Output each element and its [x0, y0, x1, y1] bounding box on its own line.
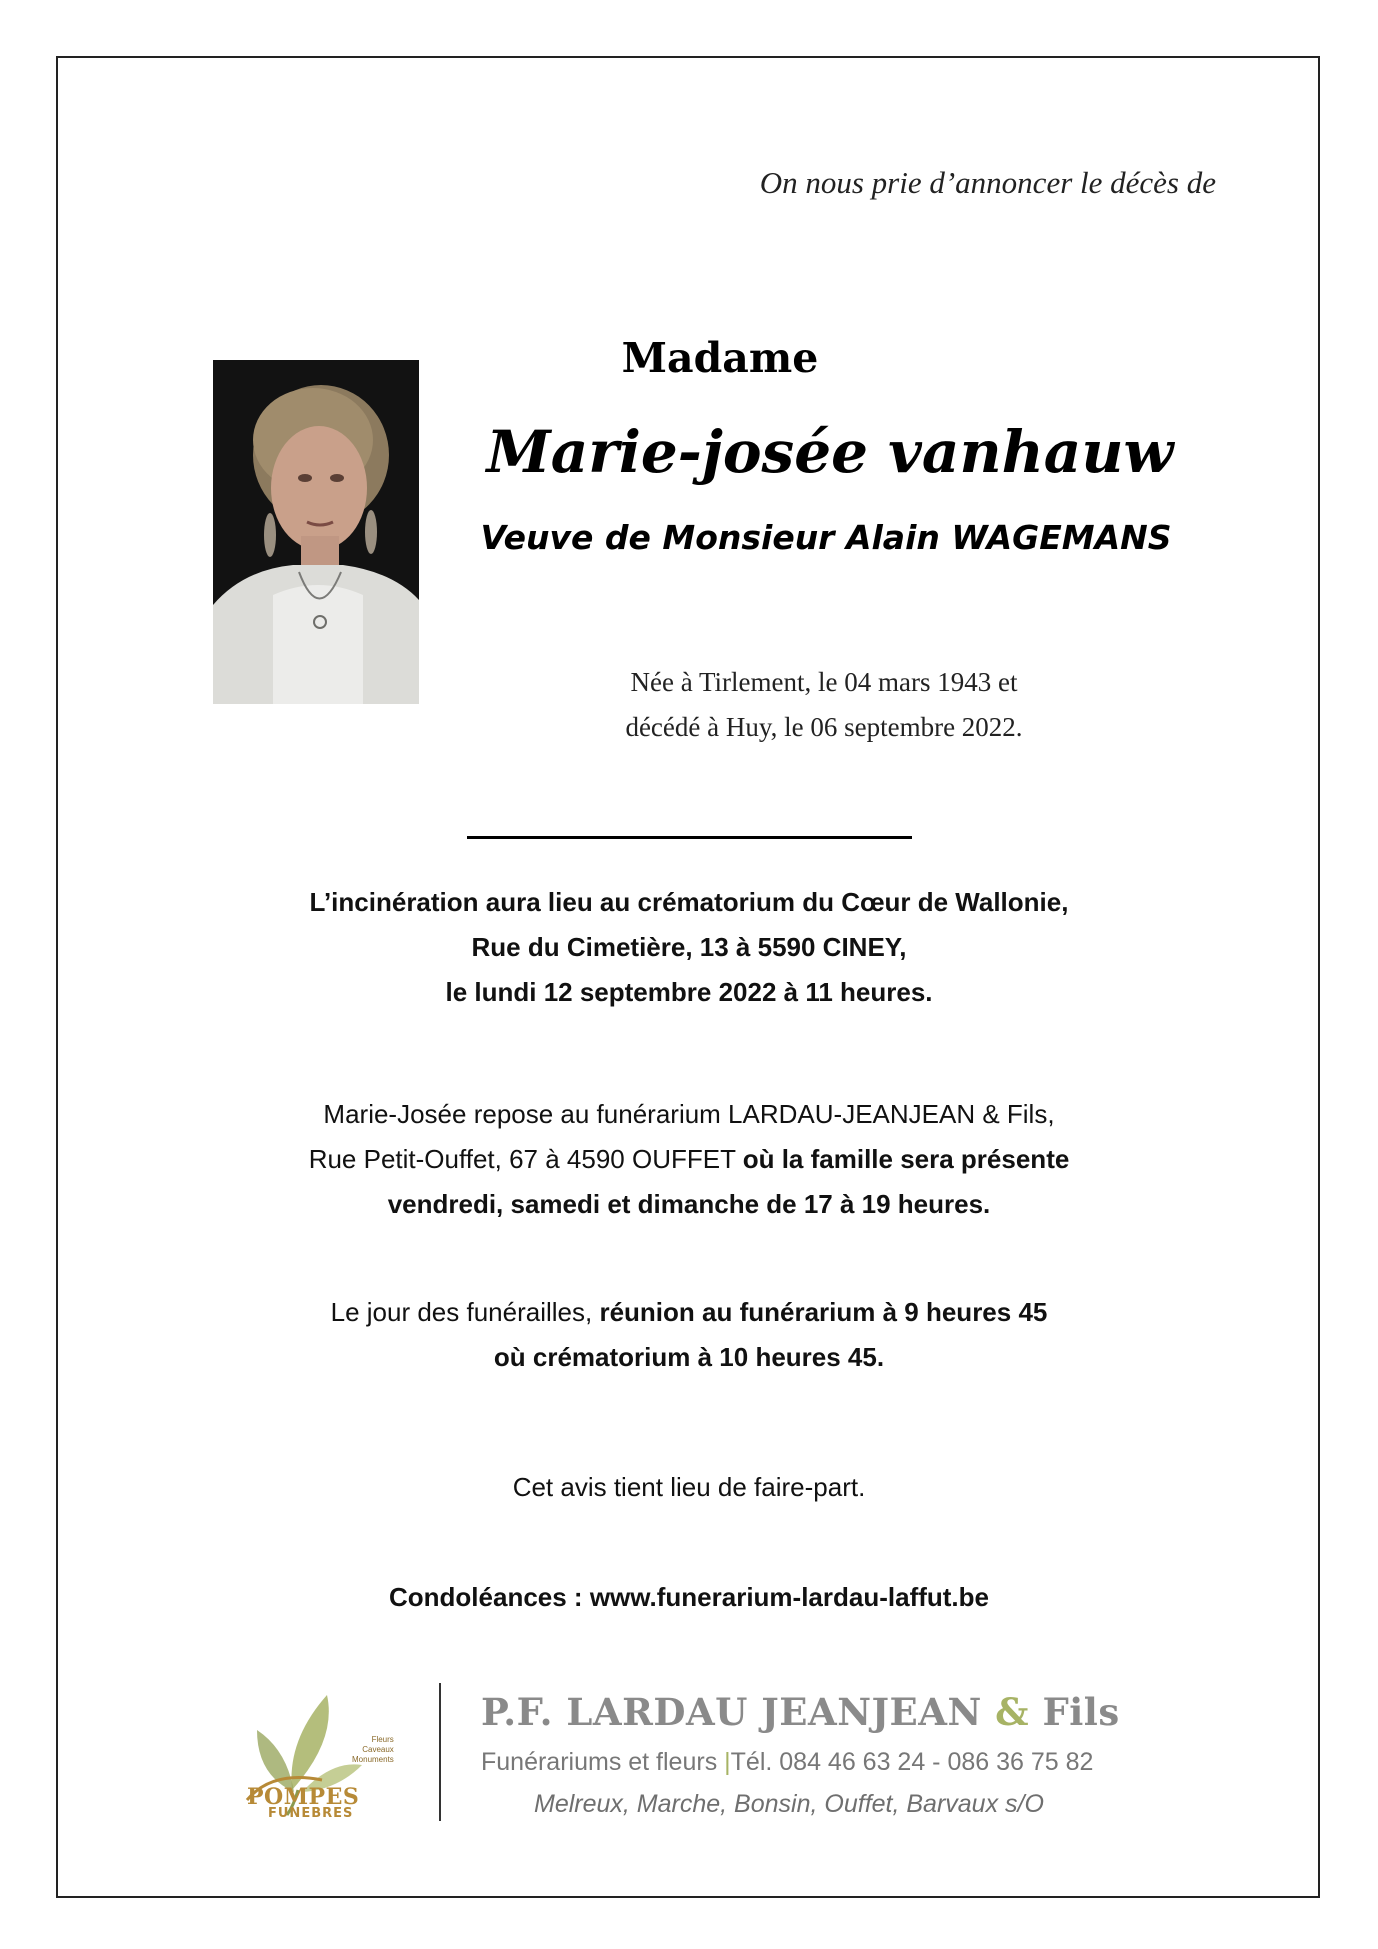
company-logo	[232, 1680, 432, 1820]
logo-tag-vaults: Caveaux	[362, 1745, 394, 1754]
separator-rule	[467, 836, 912, 839]
funerarium-line-3: vendredi, samedi et dimanche de 17 à 19 heures.	[387, 1189, 991, 1219]
intro-text: On nous prie d’annoncer le décès de	[759, 165, 1216, 200]
funeral-day-line-2: où crématorium à 10 heures 45.	[493, 1342, 885, 1372]
funeral-day-intro: Le jour des funérailles,	[330, 1297, 600, 1327]
funeral-day-block	[0, 1290, 1378, 1380]
company-name	[481, 1690, 1120, 1734]
logo-tag-monuments: Monuments	[352, 1755, 394, 1764]
logo-tags	[352, 1735, 394, 1765]
birth-death-dates	[625, 660, 1022, 750]
condolences-text: Condoléances : www.funerarium-lardau-laffut.be	[389, 1582, 989, 1612]
company-phones: Tél. 084 46 63 24 - 086 36 75 82	[730, 1748, 1094, 1776]
funeral-day-line-1	[0, 1290, 1378, 1335]
funeral-company-footer	[232, 1680, 1152, 1840]
birth-line: Née à Tirlement, le 04 mars 1943 et	[630, 667, 1018, 697]
company-separator: |	[724, 1748, 731, 1776]
logo-word-funebres: FUNEBRES	[268, 1806, 354, 1821]
notice-text: Cet avis tient lieu de faire-part.	[512, 1472, 866, 1502]
company-name-amp: &	[995, 1690, 1030, 1734]
funerarium-line-2	[0, 1137, 1378, 1182]
cremation-line-2: Rue du Cimetière, 13 à 5590 CINEY,	[471, 932, 907, 962]
death-line: décédé à Huy, le 06 septembre 2022.	[625, 712, 1023, 742]
family-presence: où la famille sera présente	[742, 1144, 1070, 1174]
portrait-image	[213, 360, 419, 704]
spouse-line: Veuve de Monsieur Alain WAGEMANS	[480, 518, 1172, 557]
company-subtitle	[481, 1748, 1093, 1777]
company-name-main: P.F. LARDAU JEANJEAN	[481, 1690, 996, 1734]
cremation-block	[0, 880, 1378, 1015]
logo-word-pompes: POMPES	[247, 1784, 360, 1810]
funerarium-address: Rue Petit-Ouffet, 67 à 4590 OUFFET	[308, 1144, 743, 1174]
company-tagline: Funérariums et fleurs	[481, 1748, 725, 1776]
portrait-photo	[213, 360, 419, 704]
footer-divider	[439, 1683, 441, 1821]
company-cities: Melreux, Marche, Bonsin, Ouffet, Barvaux s/O	[534, 1790, 1044, 1818]
funerarium-line-1: Marie-Josée repose au funérarium LARDAU-JEANJEAN & Fils,	[323, 1099, 1055, 1129]
company-name-fils: Fils	[1029, 1690, 1120, 1734]
funeral-day-meeting: réunion au funérarium à 9 heures 45	[599, 1297, 1048, 1327]
logo-tag-flowers: Fleurs	[371, 1735, 394, 1744]
cremation-line-1: L’incinération aura lieu au crématorium du Cœur de Wallonie,	[309, 887, 1069, 917]
title-madame: Madame	[621, 334, 819, 382]
cremation-line-3: le lundi 12 septembre 2022 à 11 heures.	[445, 977, 933, 1007]
funerarium-block	[0, 1092, 1378, 1227]
deceased-name: Marie-josée vanhauw	[486, 418, 1174, 486]
